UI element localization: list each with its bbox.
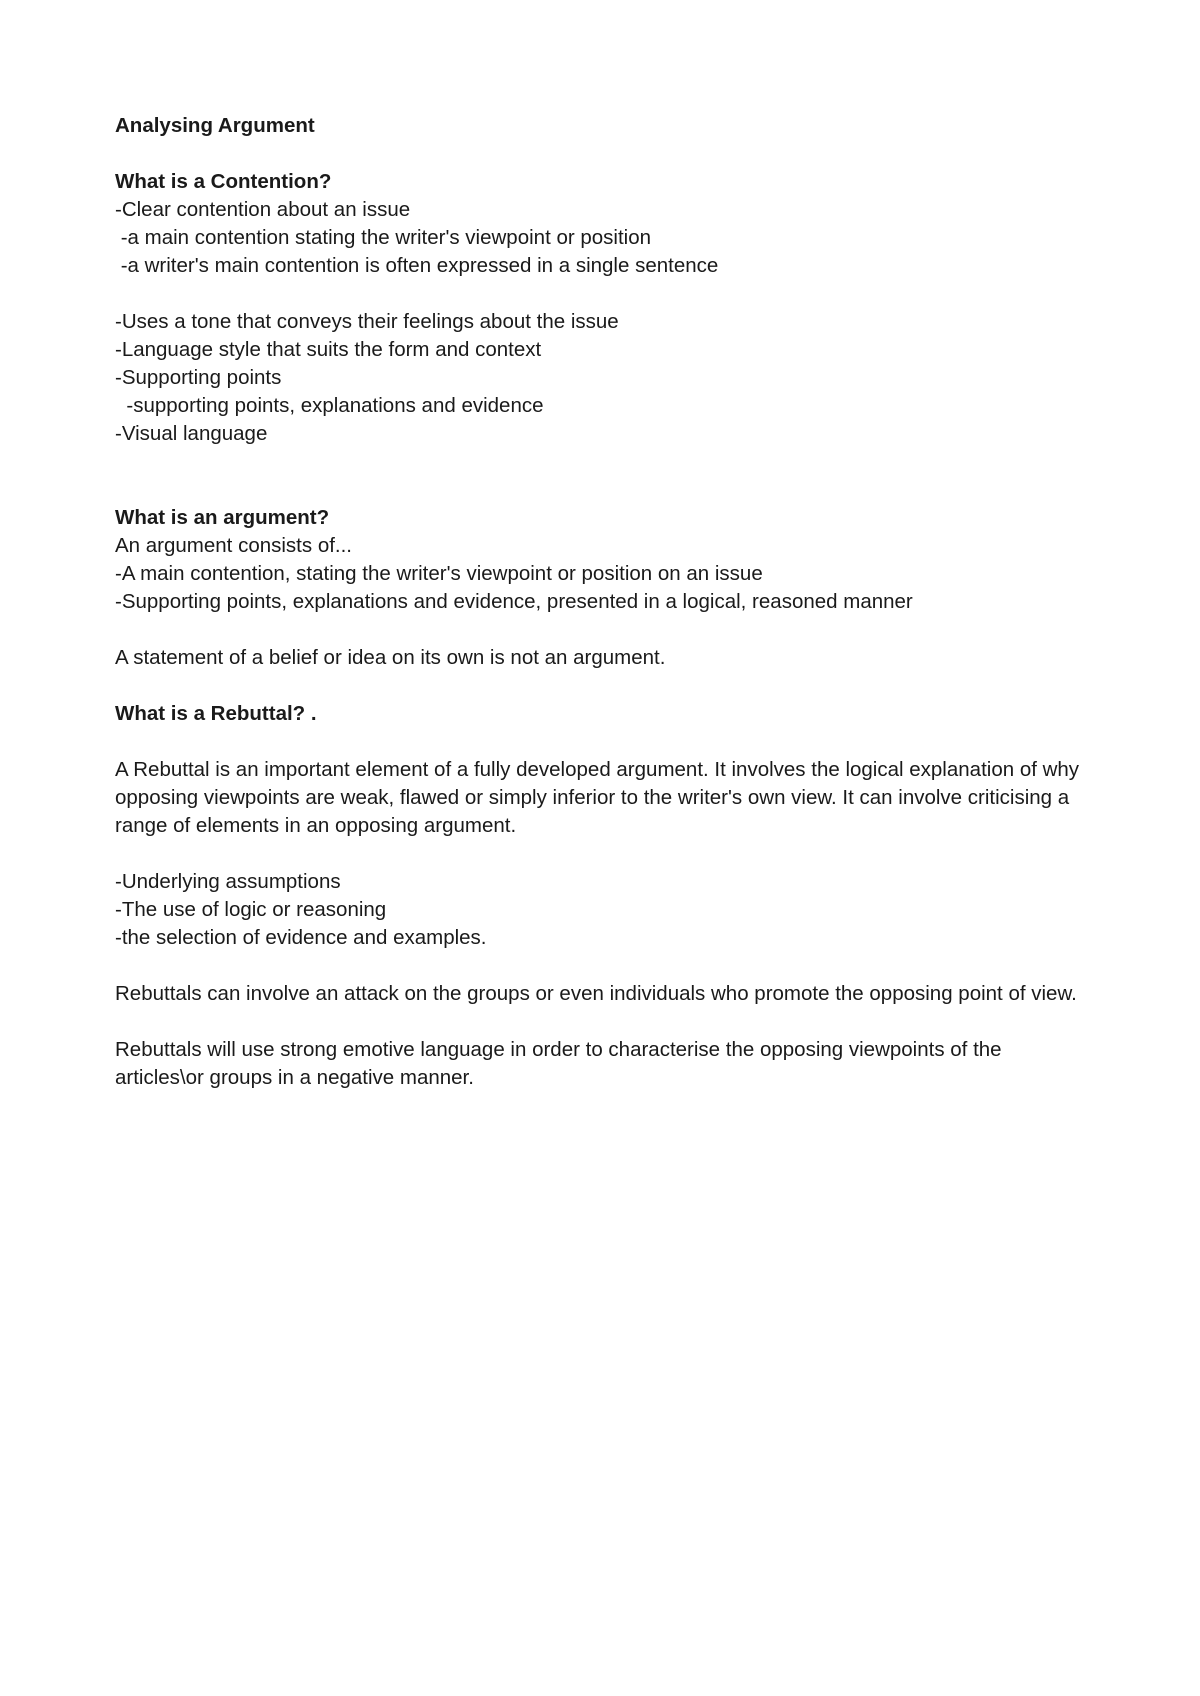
contention-heading: What is a Contention? <box>115 170 332 193</box>
argument-statement: A statement of a belief or idea on its own is not an argument. <box>115 646 666 669</box>
contention-feature: -supporting points, explanations and evidence <box>115 394 544 417</box>
document-title: Analysing Argument <box>115 114 315 137</box>
rebuttal-element: -the selection of evidence and examples. <box>115 926 487 949</box>
spacer <box>115 448 1095 504</box>
argument-line: An argument consists of... <box>115 534 353 557</box>
rebuttal-heading: What is a Rebuttal? . <box>115 702 317 725</box>
spacer <box>115 728 1095 756</box>
rebuttal-element: -Underlying assumptions <box>115 870 341 893</box>
contention-feature: -Visual language <box>115 422 268 445</box>
document-body <box>115 112 1095 1092</box>
rebuttal-element: -The use of logic or reasoning <box>115 898 387 921</box>
argument-line: -Supporting points, explanations and evidence, presented in a logical, reasoned manner <box>115 590 913 613</box>
contention-feature: -Supporting points <box>115 366 282 389</box>
contention-line: -a writer's main contention is often expressed in a single sentence <box>115 254 719 277</box>
contention-feature: -Uses a tone that conveys their feelings about the issue <box>115 310 619 333</box>
argument-line: -A main contention, stating the writer's viewpoint or position on an issue <box>115 562 763 585</box>
contention-line: -a main contention stating the writer's viewpoint or position <box>115 226 652 249</box>
spacer <box>115 840 1095 868</box>
spacer <box>115 280 1095 308</box>
contention-feature: -Language style that suits the form and context <box>115 338 542 361</box>
argument-heading: What is an argument? <box>115 506 330 529</box>
contention-line: -Clear contention about an issue <box>115 198 411 221</box>
spacer <box>115 952 1095 980</box>
spacer <box>115 140 1095 168</box>
rebuttal-paragraph-2: Rebuttals can involve an attack on the groups or even individuals who promote the opposing point of view. <box>115 982 1077 1005</box>
spacer <box>115 672 1095 700</box>
spacer <box>115 1008 1095 1036</box>
rebuttal-paragraph-3: Rebuttals will use strong emotive language in order to characterise the opposing viewpoints of the articles\or groups in a negative manner. <box>115 1038 1002 1089</box>
rebuttal-paragraph: A Rebuttal is an important element of a fully developed argument. It involves the logical explanation of why opposing viewpoints are weak, flawed or simply inferior to the writer's own view. It can involve criticising a range of elements in an opposing argument. <box>115 758 1080 837</box>
spacer <box>115 616 1095 644</box>
